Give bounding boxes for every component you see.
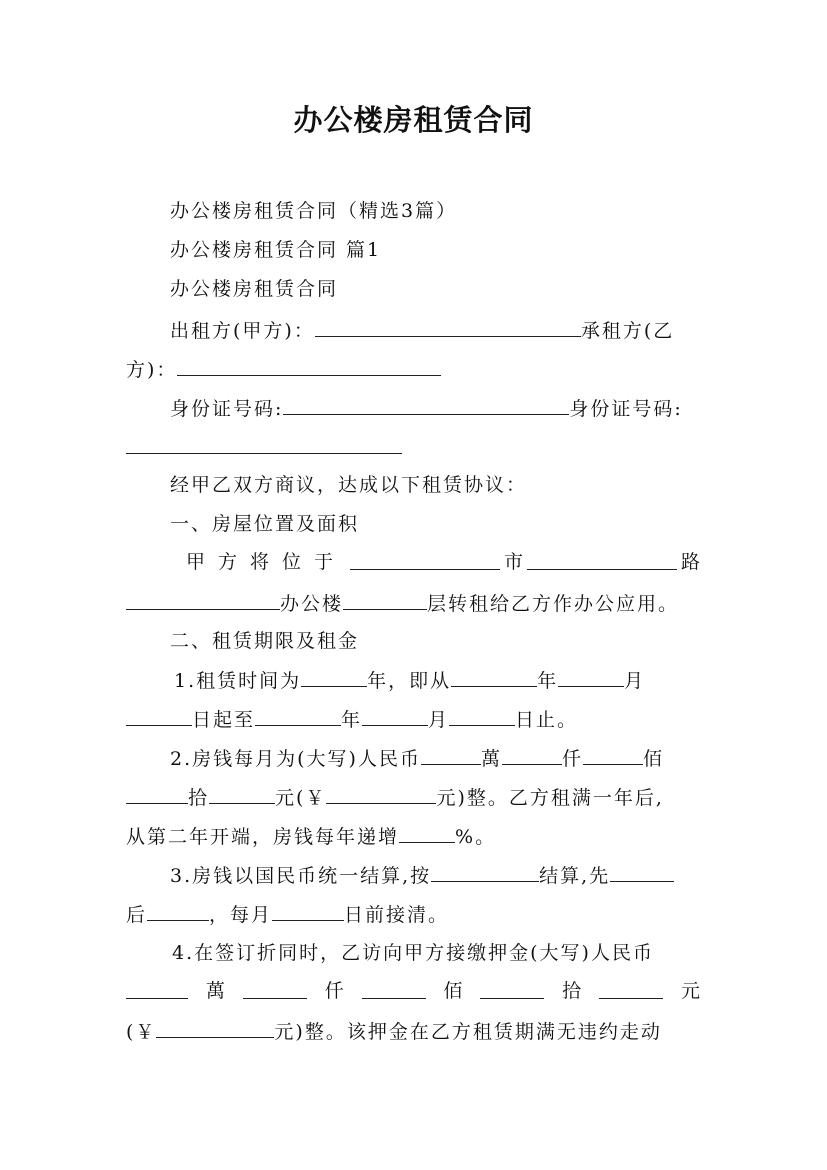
deposit-text-bai: 佰 [443, 980, 463, 1002]
location-text-road: 路 [680, 551, 700, 573]
deposit-text-paren: (￥ [126, 1021, 157, 1043]
rent-line [170, 744, 664, 772]
party-b-line [126, 355, 441, 383]
id-number-line [170, 394, 683, 422]
rent-text-c: 元)整。乙方租满一年后, [436, 787, 664, 809]
clause-2-heading: 二、租赁期限及租金 [170, 630, 360, 652]
term-blank-start-day[interactable] [126, 705, 192, 726]
term-text-b: 年，即从 [367, 670, 452, 692]
deposit-blank-wan[interactable] [126, 978, 188, 999]
party-a-label: 出租方(甲方)： [170, 320, 315, 342]
term-text-a: 1.租赁时间为 [174, 670, 302, 692]
location-text-city: 市 [503, 551, 523, 573]
party-a-blank[interactable] [315, 316, 581, 337]
rent-text-qian: 仟 [561, 748, 583, 770]
rent-increase-percent: %。 [455, 826, 497, 848]
paragraph-contract-name: 办公楼房租赁合同 [170, 278, 339, 300]
deposit-text-shi: 拾 [562, 980, 582, 1002]
term-blank-years[interactable] [301, 666, 367, 687]
rent-blank-shi[interactable] [126, 783, 188, 804]
term-blank-start-year[interactable] [451, 666, 537, 687]
term-line-cont [126, 705, 578, 733]
term-text-d: 月 [624, 670, 646, 692]
agreement-intro: 经甲乙双方商议，达成以下租赁协议： [170, 474, 528, 496]
settlement-blank-method[interactable] [431, 861, 539, 882]
id-blank-b[interactable] [126, 433, 402, 454]
term-blank-end-year[interactable] [255, 705, 341, 726]
rent-blank-bai[interactable] [583, 744, 643, 765]
term-blank-end-month[interactable] [362, 705, 428, 726]
id-label-b: 身份证号码: [569, 398, 683, 420]
settlement-text-c: 后 [126, 904, 148, 926]
rent-text-wan: 萬 [480, 748, 502, 770]
deposit-text-tail: 元)整。该押金在乙方租赁期满无违约走动 [274, 1021, 662, 1043]
term-text-h: 日止。 [515, 709, 579, 731]
term-text-e: 日起至 [192, 709, 256, 731]
rent-increase-blank[interactable] [399, 822, 455, 843]
rent-line-cont [126, 783, 664, 811]
rent-blank-amount[interactable] [326, 783, 436, 804]
rent-blank-qian[interactable] [502, 744, 562, 765]
location-text-a: 甲方将位于 [186, 551, 347, 573]
location-line [186, 549, 700, 575]
location-text-building: 办公楼 [280, 593, 344, 615]
settlement-line [170, 861, 674, 889]
deposit-blank-shi[interactable] [480, 978, 544, 999]
deposit-blank-qian[interactable] [243, 978, 307, 999]
paragraph-section-heading: 办公楼房租赁合同 篇1 [170, 239, 382, 261]
clause-1-heading: 一、房屋位置及面积 [170, 513, 360, 535]
location-blank-building[interactable] [126, 589, 280, 610]
settlement-text-a: 3.房钱以国民币统一结算,按 [170, 865, 432, 887]
deposit-amount-line [126, 1017, 662, 1045]
rent-increase-line [126, 822, 496, 850]
settlement-line-cont [126, 900, 449, 928]
id-number-line-cont [126, 433, 402, 461]
rent-text-yuan: 元(￥ [275, 787, 327, 809]
deposit-line-cont [126, 978, 700, 1004]
rent-text-shi: 拾 [188, 787, 210, 809]
party-b-label: 承租方(乙 [580, 320, 675, 342]
deposit-blank-amount[interactable] [156, 1017, 274, 1038]
term-line [174, 666, 645, 694]
rent-blank-yuan[interactable] [209, 783, 275, 804]
deposit-text-wan: 萬 [205, 980, 225, 1002]
location-blank-road[interactable] [527, 549, 677, 570]
party-b-blank[interactable] [177, 355, 441, 376]
deposit-blank-bai[interactable] [362, 978, 426, 999]
deposit-blank-yuan[interactable] [599, 978, 663, 999]
term-blank-end-day[interactable] [449, 705, 515, 726]
settlement-text-b: 结算,先 [539, 865, 611, 887]
term-text-f: 年 [341, 709, 363, 731]
location-blank-city[interactable] [350, 549, 500, 570]
rent-blank-wan[interactable] [421, 744, 481, 765]
settlement-blank-day[interactable] [272, 900, 344, 921]
term-text-c: 年 [537, 670, 559, 692]
settlement-blank-after[interactable] [147, 900, 209, 921]
party-b-label-cont: 方)： [126, 359, 178, 381]
deposit-line: 4.在签订折同时，乙访向甲方接缴押金(大写)人民币 [172, 942, 654, 964]
deposit-text-yuan: 元 [680, 980, 700, 1002]
term-text-g: 月 [428, 709, 450, 731]
location-text-floor: 层转租给乙方作办公应用。 [427, 593, 680, 615]
rent-text-a: 2.房钱每月为(大写)人民币 [170, 748, 421, 770]
party-a-line [170, 316, 674, 344]
id-blank-a[interactable] [283, 394, 569, 415]
term-blank-start-month[interactable] [558, 666, 624, 687]
paragraph-subtitle: 办公楼房租赁合同（精选3篇） [170, 200, 458, 222]
rent-text-bai: 佰 [643, 748, 665, 770]
location-line-cont [126, 589, 679, 617]
location-blank-floor[interactable] [343, 589, 427, 610]
rent-increase-text: 从第二年开端，房钱每年递增 [126, 826, 400, 848]
settlement-text-d: ，每月 [209, 904, 273, 926]
deposit-text-qian: 仟 [324, 980, 344, 1002]
settlement-text-e: 日前接清。 [344, 904, 450, 926]
document-title: 办公楼房租赁合同 [293, 103, 534, 137]
id-label-a: 身份证号码: [170, 398, 284, 420]
settlement-blank-first[interactable] [610, 861, 674, 882]
